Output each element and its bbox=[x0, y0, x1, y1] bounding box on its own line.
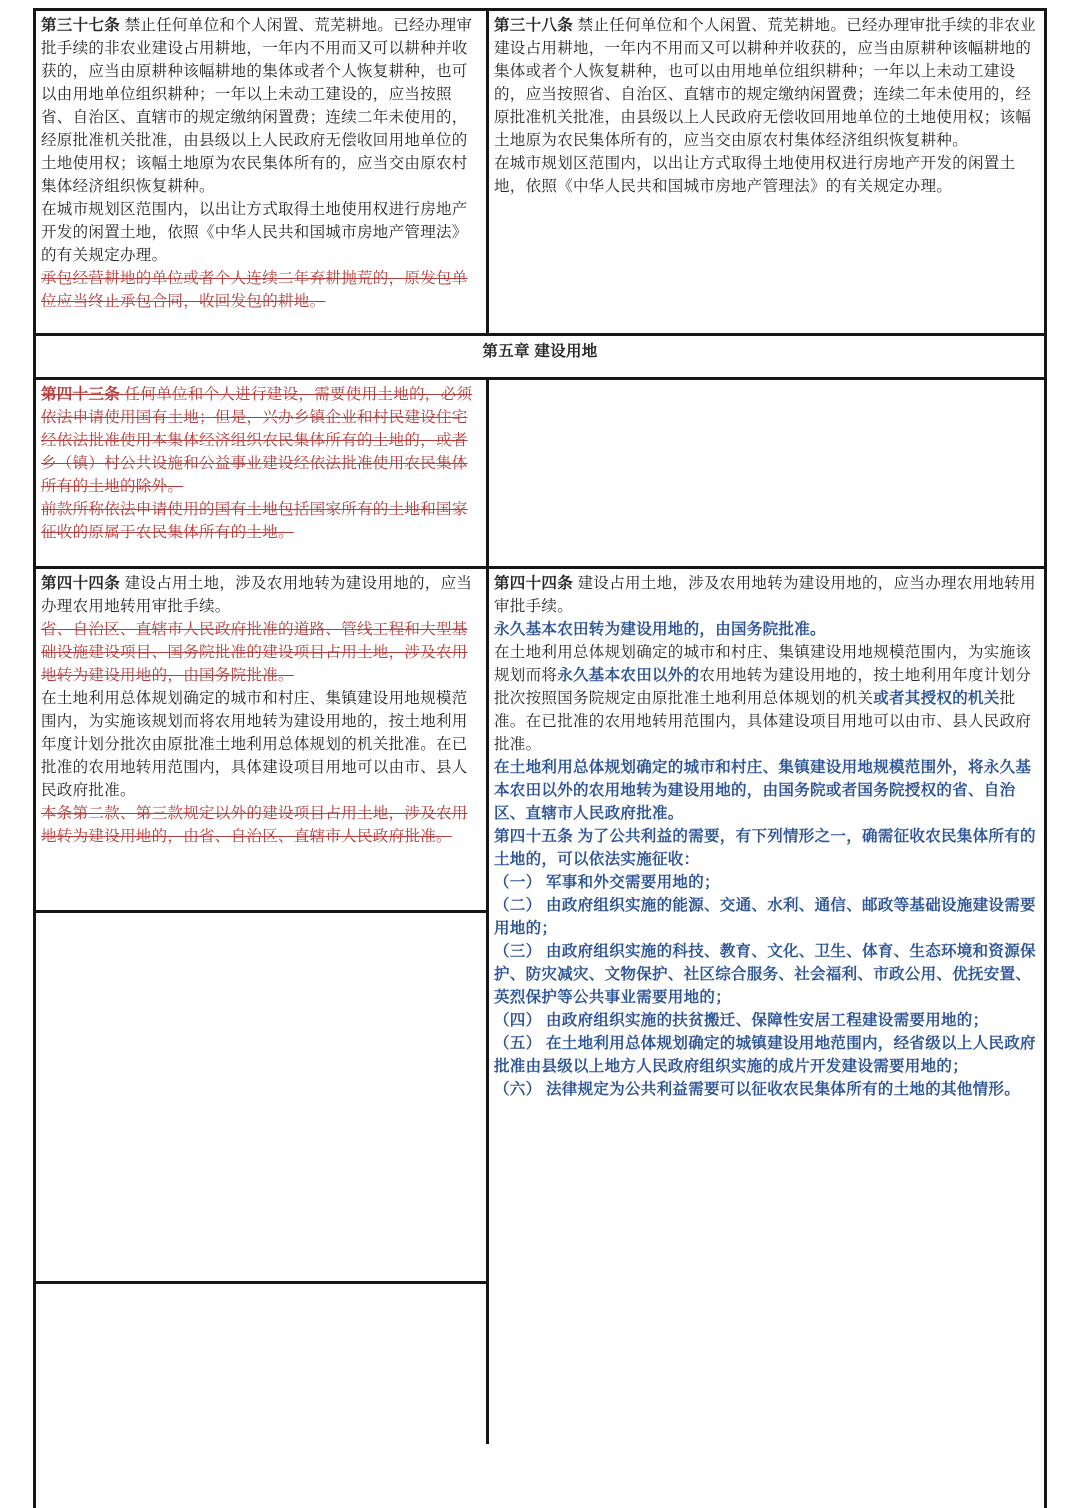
cell-article-44-45-new bbox=[489, 569, 1044, 1101]
article-43-paragraph-1-deleted: 第四十三条 任何单位和个人进行建设，需要使用土地的，必须依法申请使用国有土地；但是，兴办乡镇企业和村民建设住宅经依法批准使用本集体经济组织农民集体所有的土地的，或者乡（镇）村公共设施和公益事业建设经依法批准使用农民集体所有的土地的除外。 bbox=[41, 386, 473, 495]
new-law-column bbox=[489, 380, 1044, 1444]
cell-article-43-old-deleted bbox=[36, 380, 486, 569]
empty-cell-old-column bbox=[36, 913, 486, 1284]
article-45-paragraph-1-added: 第四十五条 为了公共利益的需要，有下列情形之一，确需征收农民集体所有的土地的，可以依法实施征收： bbox=[494, 828, 1036, 868]
chapter-heading: 第五章 建设用地 bbox=[36, 336, 1044, 380]
cell-article-37-old bbox=[36, 11, 489, 333]
old-law-column bbox=[36, 380, 489, 1444]
article-37-paragraph-1: 第三十七条 禁止任何单位和个人闲置、荒芜耕地。已经办理审批手续的非农业建设占用耕地，一年内不用而又可以耕种并收获的，应当由原耕种该幅耕地的集体或者个人恢复耕种，也可以由用地单位组织耕种；一年以上未动工建设的，应当按照省、自治区、直辖市的规定缴纳闲置费；连续二年未使用的，经原批准机关批准，由县级以上人民政府无偿收回用地单位的土地使用权；该幅土地原为农民集体所有的，应当交由原农村集体经济组织恢复耕种。 bbox=[41, 17, 473, 195]
article-45-item-3: （三） 由政府组织实施的科技、教育、文化、卫生、体育、生态环境和资源保护、防灾减灾、文物保护、社区综合服务、社会福利、市政公用、优抚安置、英烈保护等公共事业需要用地的； bbox=[494, 943, 1036, 1006]
article-45-item-6: （六） 法律规定为公共利益需要可以征收农民集体所有的土地的其他情形。 bbox=[494, 1081, 1021, 1098]
article-45-item-5: （五） 在土地利用总体规划确定的城镇建设用地范围内，经省级以上人民政府批准由县级以上地方人民政府组织实施的成片开发建设需要用地的； bbox=[494, 1035, 1036, 1075]
cell-article-44-old bbox=[36, 569, 486, 913]
article-43-paragraph-2-deleted: 前款所称依法申请使用的国有土地包括国家所有的土地和国家征收的原属于农民集体所有的土地。 bbox=[41, 501, 468, 541]
article-44-old-paragraph-2-deleted: 省、自治区、直辖市人民政府批准的道路、管线工程和大型基础设施建设项目、国务院批准的建设项目占用土地，涉及农用地转为建设用地的，由国务院批准。 bbox=[41, 621, 468, 684]
article-38-paragraph-2: 在城市规划区范围内，以出让方式取得土地使用权进行房地产开发的闲置土地，依照《中华人民共和国城市房地产管理法》的有关规定办理。 bbox=[494, 155, 1016, 195]
article-44-old-paragraph-1: 第四十四条 建设占用土地，涉及农用地转为建设用地的，应当办理农用地转用审批手续。 bbox=[41, 575, 473, 615]
article-45-item-2: （二） 由政府组织实施的能源、交通、水利、通信、邮政等基础设施建设需要用地的； bbox=[494, 897, 1036, 937]
article-45-item-1: （一） 军事和外交需要用地的； bbox=[494, 874, 720, 891]
law-comparison-table bbox=[33, 8, 1047, 1508]
article-44-new-paragraph-4-added: 在土地利用总体规划确定的城市和村庄、集镇建设用地规模范围外，将永久基本农田以外的农用地转为建设用地的，由国务院或者国务院授权的省、自治区、直辖市人民政府批准。 bbox=[494, 759, 1032, 822]
article-44-new-paragraph-3-mixed: 在土地利用总体规划确定的城市和村庄、集镇建设用地规模范围内，为实施该规划而将永久基本农田以外的农用地转为建设用地的，按土地利用年度计划分批次按照国务院规定由原批准土地利用总体规划的机关或者其授权的机关批准。在已批准的农用地转用范围内，具体建设项目用地可以由市、县人民政府批准。 bbox=[494, 644, 1032, 753]
cell-article-38-new bbox=[489, 11, 1044, 333]
article-44-new-paragraph-2-added: 永久基本农田转为建设用地的，由国务院批准。 bbox=[494, 621, 826, 638]
row-articles-43-45 bbox=[36, 380, 1044, 1444]
empty-cell-new-column bbox=[489, 380, 1044, 569]
empty-cell-old-column-bottom bbox=[36, 1284, 486, 1444]
article-38-paragraph-1: 第三十八条 禁止任何单位和个人闲置、荒芜耕地。已经办理审批手续的非农业建设占用耕地，一年内不用而又可以耕种并收获的，应当由原耕种该幅耕地的集体或者个人恢复耕种，也可以由用地单位组织耕种；一年以上未动工建设的，应当按照省、自治区、直辖市的规定缴纳闲置费；连续二年未使用的，经原批准机关批准，由县级以上人民政府无偿收回用地单位的土地使用权；该幅土地原为农民集体所有的，应当交由原农村集体经济组织恢复耕种。 bbox=[494, 17, 1036, 149]
article-44-old-paragraph-4-deleted: 本条第二款、第三款规定以外的建设项目占用土地，涉及农用地转为建设用地的，由省、自治区、直辖市人民政府批准。 bbox=[41, 805, 468, 845]
article-44-old-paragraph-3: 在土地利用总体规划确定的城市和村庄、集镇建设用地规模范围内，为实施该规划而将农用地转为建设用地的，按土地利用年度计划分批次由原批准土地利用总体规划的机关批准。在已批准的农用地转用范围内，具体建设项目用地可以由市、县人民政府批准。 bbox=[41, 690, 468, 799]
article-37-paragraph-3-deleted: 承包经营耕地的单位或者个人连续二年弃耕抛荒的，原发包单位应当终止承包合同，收回发包的耕地。 bbox=[41, 270, 468, 310]
article-45-item-4: （四） 由政府组织实施的扶贫搬迁、保障性安居工程建设需要用地的； bbox=[494, 1012, 989, 1029]
article-37-paragraph-2: 在城市规划区范围内，以出让方式取得土地使用权进行房地产开发的闲置土地，依照《中华人民共和国城市房地产管理法》的有关规定办理。 bbox=[41, 201, 468, 264]
article-44-new-paragraph-1: 第四十四条 建设占用土地，涉及农用地转为建设用地的，应当办理农用地转用审批手续。 bbox=[494, 575, 1036, 615]
row-article-37-38 bbox=[36, 11, 1044, 336]
